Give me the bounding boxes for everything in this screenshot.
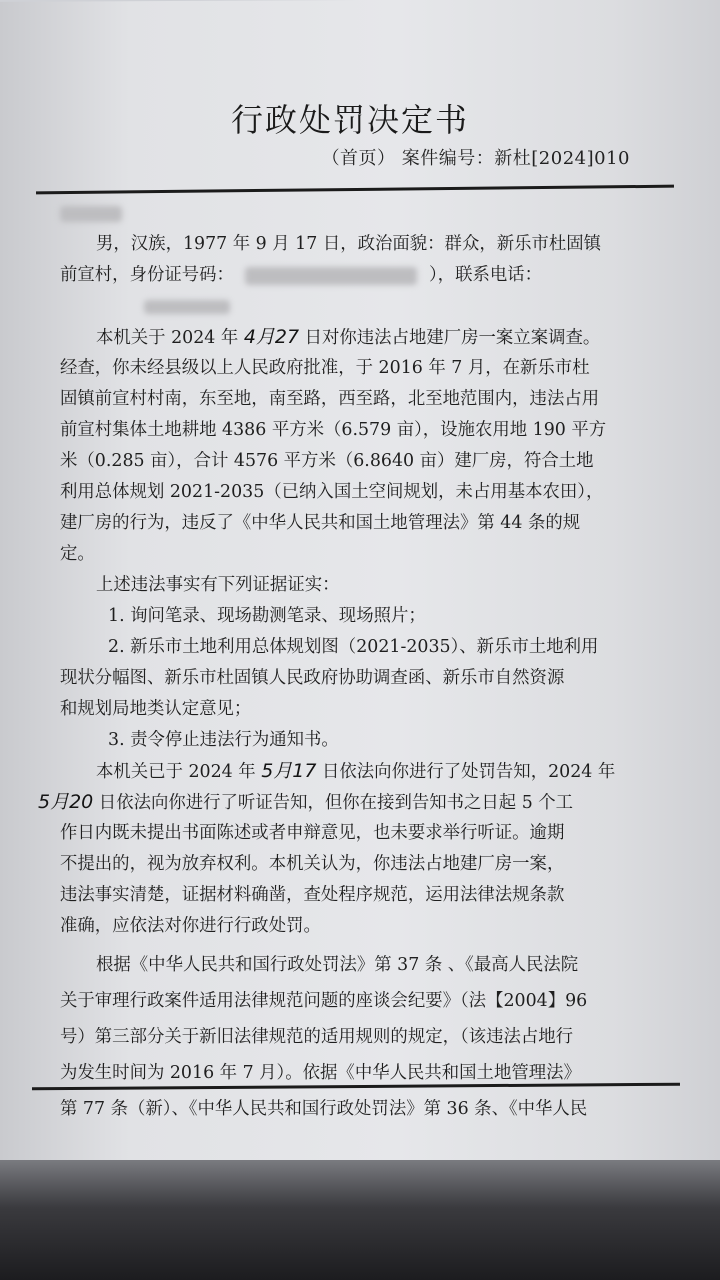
notice-line-5: 违法事实清楚，证据材料确凿，查处程序规范，运用法律法规条款 xyxy=(60,885,565,905)
findings-text: 日对你违法占地建厂房一案立案调查。 xyxy=(304,328,601,348)
redacted-phone xyxy=(144,300,230,314)
party-line-1: 男，汉族，1977 年 9 月 17 日，政治面貌：群众，新乐市杜固镇 xyxy=(96,234,602,254)
findings-text: 本机关于 2024 年 xyxy=(96,328,239,348)
findings-line-7: 建厂房的行为，违反了《中华人民共和国土地管理法》第 44 条的规 xyxy=(60,513,581,533)
evidence-item-3: 3. 责令停止违法行为通知书。 xyxy=(108,730,339,750)
handwritten-date: 5月20 xyxy=(38,791,94,813)
party-line-2-start: 前宣村，身份证号码： xyxy=(60,265,234,285)
notice-line-4: 不提出的，视为放弃权利。本机关认为，你违法占地建厂房一案， xyxy=(60,854,565,874)
handwritten-date: 5月17 xyxy=(261,760,317,782)
basis-line-5: 第 77 条（新）、《中华人民共和国行政处罚法》第 36 条、《中华人民 xyxy=(60,1099,588,1119)
notice-line-2 xyxy=(38,787,660,818)
basis-line-2: 关于审理行政案件适用法律规范问题的座谈会纪要》（法【2004】96 xyxy=(60,991,588,1011)
party-line-2 xyxy=(60,260,660,291)
party-line-2-end: ），联系电话： xyxy=(428,265,543,285)
redacted-name xyxy=(60,206,122,222)
evidence-intro: 上述违法事实有下列证据证实： xyxy=(96,575,340,595)
redacted-phone-line xyxy=(60,291,660,322)
notice-text: 日依法向你进行了处罚告知，2024 年 xyxy=(322,762,616,782)
findings-line-6: 利用总体规划 2021-2035（已纳入国土空间规划，未占用基本农田）， xyxy=(60,482,604,502)
notice-line-3: 作日内既未提出书面陈述或者申辩意见，也未要求举行听证。逾期 xyxy=(60,823,565,843)
notice-line-6: 准确，应依法对你进行行政处罚。 xyxy=(60,916,321,936)
redacted-id-number xyxy=(245,267,417,285)
evidence-item-2: 2. 新乐市土地利用总体规划图（2021-2035）、新乐市土地利用 xyxy=(108,637,599,657)
document-body xyxy=(38,198,660,1130)
basis-line-1: 根据《中华人民共和国行政处罚法》第 37 条 、《最高人民法院 xyxy=(96,955,579,975)
evidence-item-1: 1. 询问笔录、现场勘测笔录、现场照片； xyxy=(108,606,426,626)
evidence-item-2-cont: 现状分幅图、新乐市杜固镇人民政府协助调查函、新乐市自然资源 xyxy=(60,668,565,688)
findings-line-5: 米（0.285 亩），合计 4576 平方米（6.8640 亩）建厂房，符合土地 xyxy=(60,451,594,471)
case-number: （首页） 案件编号：新杜[2024]010 xyxy=(321,148,630,169)
findings-line-1 xyxy=(60,322,660,353)
basis-line-4: 为发生时间为 2016 年 7 月）。依据《中华人民共和国土地管理法》 xyxy=(60,1063,581,1083)
paragraph-gap xyxy=(60,942,660,950)
findings-line-2: 经查，你未经县级以上人民政府批准，于 2016 年 7 月，在新乐市杜 xyxy=(60,358,590,378)
binder-edge xyxy=(0,1160,720,1280)
document-title: 行政处罚决定书 xyxy=(230,101,469,139)
redacted-name-line xyxy=(60,198,660,229)
notice-text: 本机关已于 2024 年 xyxy=(96,762,256,782)
findings-line-8: 定。 xyxy=(60,544,95,564)
handwritten-date: 4月27 xyxy=(243,326,300,348)
findings-line-3: 固镇前宣村村南，东至地，南至路，西至路，北至地范围内，违法占用 xyxy=(60,389,600,409)
evidence-item-2-end: 和规划局地类认定意见； xyxy=(60,699,252,719)
findings-line-4: 前宣村集体土地耕地 4386 平方米（6.579 亩），设施农用地 190 平方 xyxy=(60,420,607,440)
notice-text: 日依法向你进行了听证告知，但你在接到告知书之日起 5 个工 xyxy=(98,793,574,813)
basis-line-3: 号）第三部分关于新旧法律规范的适用规则的规定，（该违法占地行 xyxy=(60,1027,574,1047)
notice-line-1 xyxy=(60,756,660,787)
